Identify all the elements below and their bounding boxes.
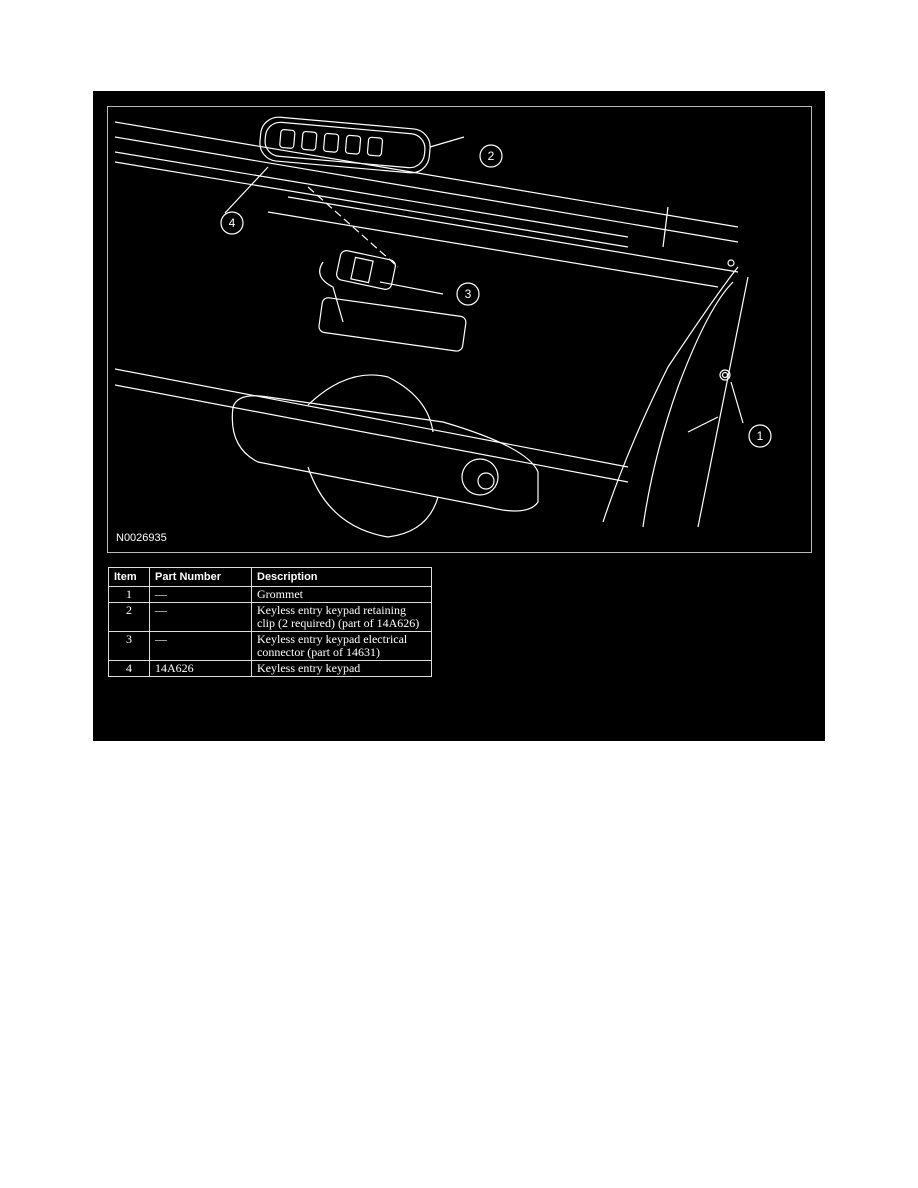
table-row — [109, 661, 432, 677]
table-header-row — [109, 568, 432, 587]
description-cell: Grommet — [252, 587, 432, 603]
description-cell: Keyless entry keypad — [252, 661, 432, 677]
callout-label-2: 2 — [487, 149, 495, 163]
callout-leaders — [225, 137, 743, 423]
door-illustration — [108, 107, 813, 554]
item-cell: 2 — [109, 603, 150, 632]
part-number-cell: — — [150, 587, 252, 603]
door-trim-lines — [115, 122, 748, 527]
keypad-drawing — [258, 116, 431, 267]
table-row — [109, 603, 432, 632]
connector-drawing — [318, 250, 466, 352]
header-description: Description — [252, 568, 432, 587]
part-number-cell: — — [150, 603, 252, 632]
header-part-number: Part Number — [150, 568, 252, 587]
header-item: Item — [109, 568, 150, 587]
figure-panel — [93, 91, 825, 741]
part-number-cell: — — [150, 632, 252, 661]
table-row — [109, 632, 432, 661]
item-cell: 4 — [109, 661, 150, 677]
description-cell: Keyless entry keypad retaining clip (2 required) (part of 14A626) — [252, 603, 432, 632]
callout-label-4: 4 — [228, 216, 236, 230]
item-cell: 3 — [109, 632, 150, 661]
keypad-diagram — [107, 106, 812, 553]
item-cell: 1 — [109, 587, 150, 603]
part-number-cell: 14A626 — [150, 661, 252, 677]
description-cell: Keyless entry keypad electrical connector (part of 14631) — [252, 632, 432, 661]
callout-label-1: 1 — [756, 429, 764, 443]
parts-table — [108, 567, 432, 677]
callout-label-3: 3 — [464, 287, 472, 301]
figure-id: N0026935 — [116, 532, 167, 544]
table-row — [109, 587, 432, 603]
